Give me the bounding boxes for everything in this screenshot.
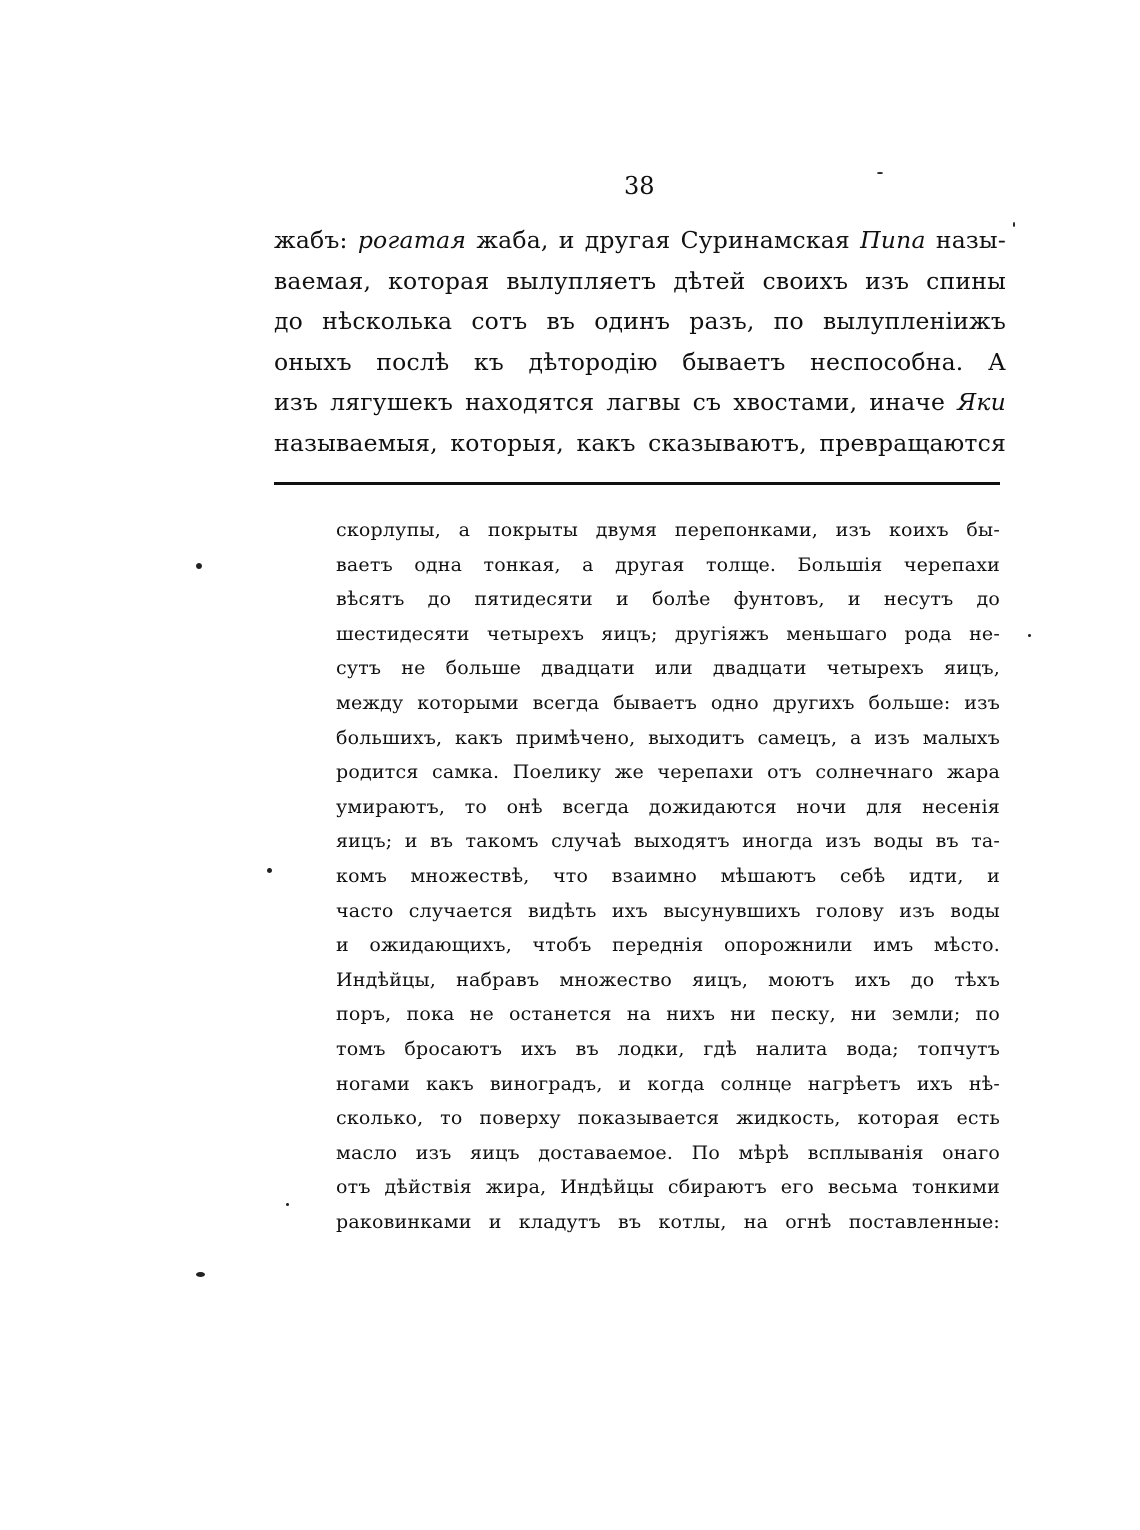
footnote-line: ногами какъ виноградъ, и когда солнце нагрѣетъ ихъ нѣ- bbox=[336, 1072, 1000, 1095]
italic-word: Яки bbox=[957, 388, 1006, 416]
footnote-line: поръ, пока не останется на нихъ ни песку, ни земли; по bbox=[336, 1003, 1000, 1026]
main-text-line bbox=[274, 382, 1006, 423]
footnote-line: большихъ, какъ примѣчено, выходитъ самецъ, а изъ малыхъ bbox=[336, 726, 1000, 749]
text-segment: ваемая, которая вылупляетъ дѣтей своихъ изъ спины bbox=[274, 266, 1006, 295]
main-text-line bbox=[274, 220, 1006, 261]
footnote-line: раковинками и кладутъ въ котлы, на огнѣ поставленные: bbox=[336, 1210, 1000, 1233]
scan-speck bbox=[286, 1203, 289, 1206]
footnote-block bbox=[336, 513, 1000, 1239]
footnote-separator-rule bbox=[274, 482, 1000, 485]
footnote-line: яицъ; и въ такомъ случаѣ выходятъ иногда изъ воды въ та- bbox=[336, 830, 1000, 853]
footnote-line: шестидесяти четырехъ яицъ; другіяжъ меньшаго рода не- bbox=[336, 622, 1000, 645]
scan-speck bbox=[1028, 634, 1031, 637]
text-segment: называемыя, которыя, какъ сказываютъ, превращаются bbox=[274, 428, 1006, 457]
text-segment: жаба, и другая Суринамская bbox=[466, 226, 861, 254]
footnote-line: сколько, то поверху показывается жидкость, которая есть bbox=[336, 1107, 1000, 1130]
scan-speck bbox=[196, 1272, 205, 1277]
text-segment: изъ лягушекъ находятся лагвы съ хвостами, иначе bbox=[274, 388, 958, 416]
footnote-line: отъ дѣйствія жира, Индѣйцы сбираютъ его весьма тонкими bbox=[336, 1176, 1000, 1199]
footnote-line: и ожидающихъ, чтобъ переднія опорожнили имъ мѣсто. bbox=[336, 934, 1000, 957]
main-text-line bbox=[274, 423, 1006, 464]
footnote-line: часто случается видѣть ихъ высунувшихъ голову изъ воды bbox=[336, 899, 1000, 922]
scan-speck bbox=[196, 563, 202, 569]
footnote-line: вѣсятъ до пятидесяти и болѣе фунтовъ, и несутъ до bbox=[336, 588, 1000, 611]
text-segment: до нѣсколька сотъ въ одинъ разъ, по вылупленіижъ bbox=[274, 307, 1006, 335]
scan-speck bbox=[267, 868, 272, 873]
page-number: 38 bbox=[624, 172, 655, 200]
italic-word: рогатая bbox=[357, 226, 467, 254]
italic-word: Пипа bbox=[860, 226, 926, 254]
main-text-line bbox=[274, 342, 1006, 383]
footnote-line: Индѣйцы, набравъ множество яицъ, моютъ ихъ до тѣхъ bbox=[336, 968, 1000, 991]
footnote-line: комъ множествѣ, что взаимно мѣшаютъ себѣ идти, и bbox=[336, 864, 1000, 887]
footnote-line: между которыми всегда бываетъ одно другихъ больше: изъ bbox=[336, 691, 1000, 714]
footnote-line: скорлупы, а покрыты двумя перепонками, изъ коихъ бы- bbox=[336, 519, 1000, 541]
main-text-line bbox=[274, 261, 1006, 302]
main-text-line bbox=[274, 301, 1006, 342]
text-segment: оныхъ послѣ къ дѣтородію бываетъ неспособна. А bbox=[274, 347, 1006, 376]
scan-speck bbox=[1013, 222, 1015, 227]
footnote-line: ваетъ одна тонкая, а другая толще. Большія черепахи bbox=[336, 553, 1000, 576]
footnote-line: сутъ не больше двадцати или двадцати четырехъ яицъ, bbox=[336, 657, 1000, 680]
text-segment: жабъ: bbox=[274, 226, 358, 254]
footnote-line: родится самка. Поелику же черепахи отъ солнечнаго жара bbox=[336, 761, 1000, 784]
text-segment: назы- bbox=[925, 226, 1006, 254]
scan-speck bbox=[877, 172, 883, 174]
footnote-line: томъ бросаютъ ихъ въ лодки, гдѣ налита вода; топчутъ bbox=[336, 1037, 1000, 1060]
footnote-line: масло изъ яицъ доставаемое. По мѣрѣ всплыванія онаго bbox=[336, 1141, 1000, 1164]
footnote-line: умираютъ, то онѣ всегда дожидаются ночи для несенія bbox=[336, 795, 1000, 818]
main-text-block bbox=[274, 220, 1006, 463]
